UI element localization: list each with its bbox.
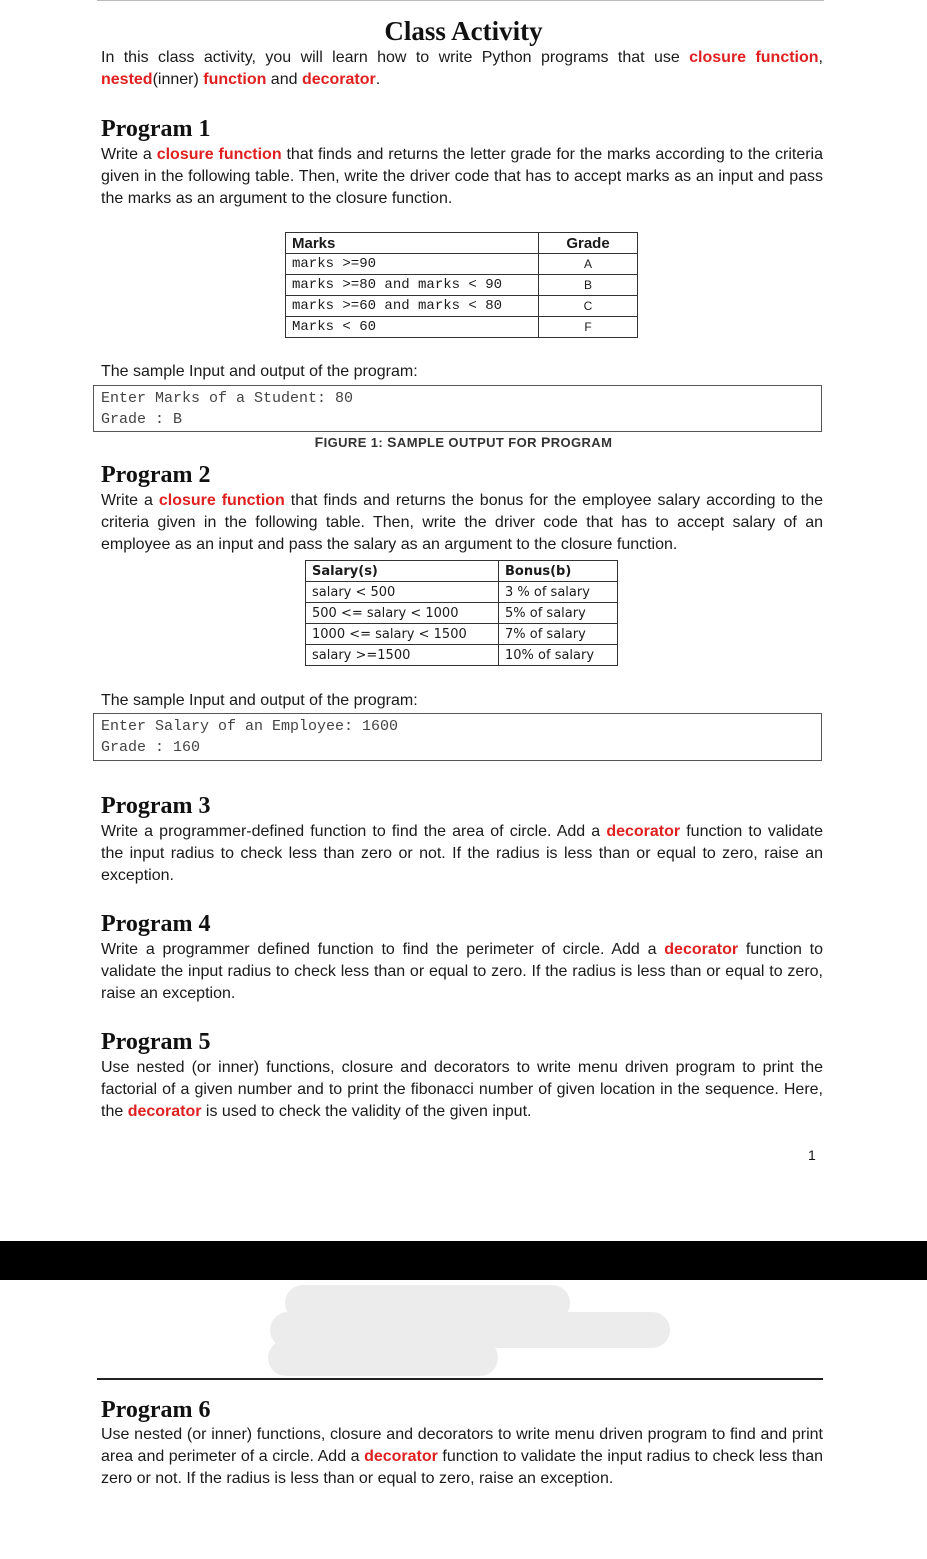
bonus-criteria-table — [305, 560, 618, 666]
page-number: 1 — [808, 1147, 816, 1163]
table-cell: salary < 500 — [306, 582, 499, 603]
table-row — [306, 603, 618, 624]
sample-output-line: Grade : B — [101, 411, 183, 428]
figure-caption: FIGURE 1: SAMPLE OUTPUT FOR PROGRAM — [314, 434, 613, 450]
program-2-description: Write a closure function that finds and returns the bonus for the employee salary according to the criteria given in the following table. Then, write the driver code that has to accept salary of an employee as an input and pass the salary as an argument to the closure function. — [101, 492, 824, 553]
top-rule — [97, 0, 824, 1]
table-cell: salary >=1500 — [306, 645, 499, 666]
column-header: Grade — [539, 233, 638, 254]
redaction-blob — [268, 1340, 498, 1376]
table-cell: 5% of salary — [499, 603, 618, 624]
column-header: Bonus(b) — [499, 561, 618, 582]
program-2-heading: Program 2 — [101, 462, 211, 488]
table-cell: 500 <= salary < 1000 — [306, 603, 499, 624]
header-rule — [97, 1378, 823, 1380]
sample-io-label: The sample Input and output of the program: — [101, 363, 418, 380]
table-cell: Marks < 60 — [286, 317, 539, 338]
table-cell: F — [539, 317, 638, 338]
table-cell: marks >=60 and marks < 80 — [286, 296, 539, 317]
table-row — [286, 275, 638, 296]
program-3-heading: Program 3 — [101, 793, 211, 819]
table-row — [286, 296, 638, 317]
program-6-description: Use nested (or inner) functions, closure and decorators to write menu driven program to find and print area and perimeter of a circle. Add a decorator function to validate the input radius to check less than zero or not. If the radius is less than or equal to zero, raise an exception. — [101, 1426, 823, 1487]
table-row — [286, 254, 638, 275]
table-cell: 7% of salary — [499, 624, 618, 645]
sample-output-line: Grade : 160 — [101, 739, 201, 756]
program-4-heading: Program 4 — [101, 911, 211, 937]
table-cell: 3 % of salary — [499, 582, 618, 603]
program-3-description: Write a programmer-defined function to find the area of circle. Add a decorator function to validate the input radius to check less than zero or not. If the radius is less than or equal to zero, raise an exception. — [101, 823, 823, 884]
grade-criteria-table — [285, 232, 638, 338]
column-header: Salary(s) — [306, 561, 499, 582]
table-header-row — [286, 233, 638, 254]
sample-io-label: The sample Input and output of the program: — [101, 692, 418, 709]
table-row — [286, 317, 638, 338]
table-cell: marks >=90 — [286, 254, 539, 275]
program-5-description: Use nested (or inner) functions, closure and decorators to write menu driven program to print the factorial of a given number and to print the fibonacci number of given location in the sequence. Here, the decorator is used to check the validity of the given input. — [101, 1059, 823, 1120]
sample-output-box — [93, 385, 822, 432]
table-cell: B — [539, 275, 638, 296]
table-cell: A — [539, 254, 638, 275]
program-1-description: Write a closure function that finds and returns the letter grade for the marks according to the criteria given in the following table. Then, write the driver code that has to accept marks as an input and pass the marks as an argument to the closure function. — [101, 146, 824, 207]
intro-paragraph: In this class activity, you will learn how to write Python programs that use closure function, nested(inner) function and decorator. — [101, 49, 823, 88]
table-row — [306, 582, 618, 603]
page-title: Class Activity — [384, 16, 543, 46]
column-header: Marks — [286, 233, 539, 254]
program-4-description: Write a programmer defined function to find the perimeter of circle. Add a decorator function to validate the input radius to check less than or equal to zero. If the radius is less than or equal to zero, raise an exception. — [101, 941, 823, 1002]
program-1-heading: Program 1 — [101, 116, 211, 142]
sample-output-line: Enter Marks of a Student: 80 — [101, 390, 354, 407]
sample-output-box — [93, 713, 822, 761]
table-row — [306, 624, 618, 645]
table-cell: 1000 <= salary < 1500 — [306, 624, 499, 645]
table-header-row — [306, 561, 618, 582]
table-cell: marks >=80 and marks < 90 — [286, 275, 539, 296]
table-row — [306, 645, 618, 666]
page-separator-bar — [0, 1241, 927, 1280]
table-cell: 10% of salary — [499, 645, 618, 666]
program-5-heading: Program 5 — [101, 1029, 211, 1055]
sample-output-line: Enter Salary of an Employee: 1600 — [101, 718, 399, 735]
program-6-heading: Program 6 — [101, 1397, 211, 1423]
table-cell: C — [539, 296, 638, 317]
